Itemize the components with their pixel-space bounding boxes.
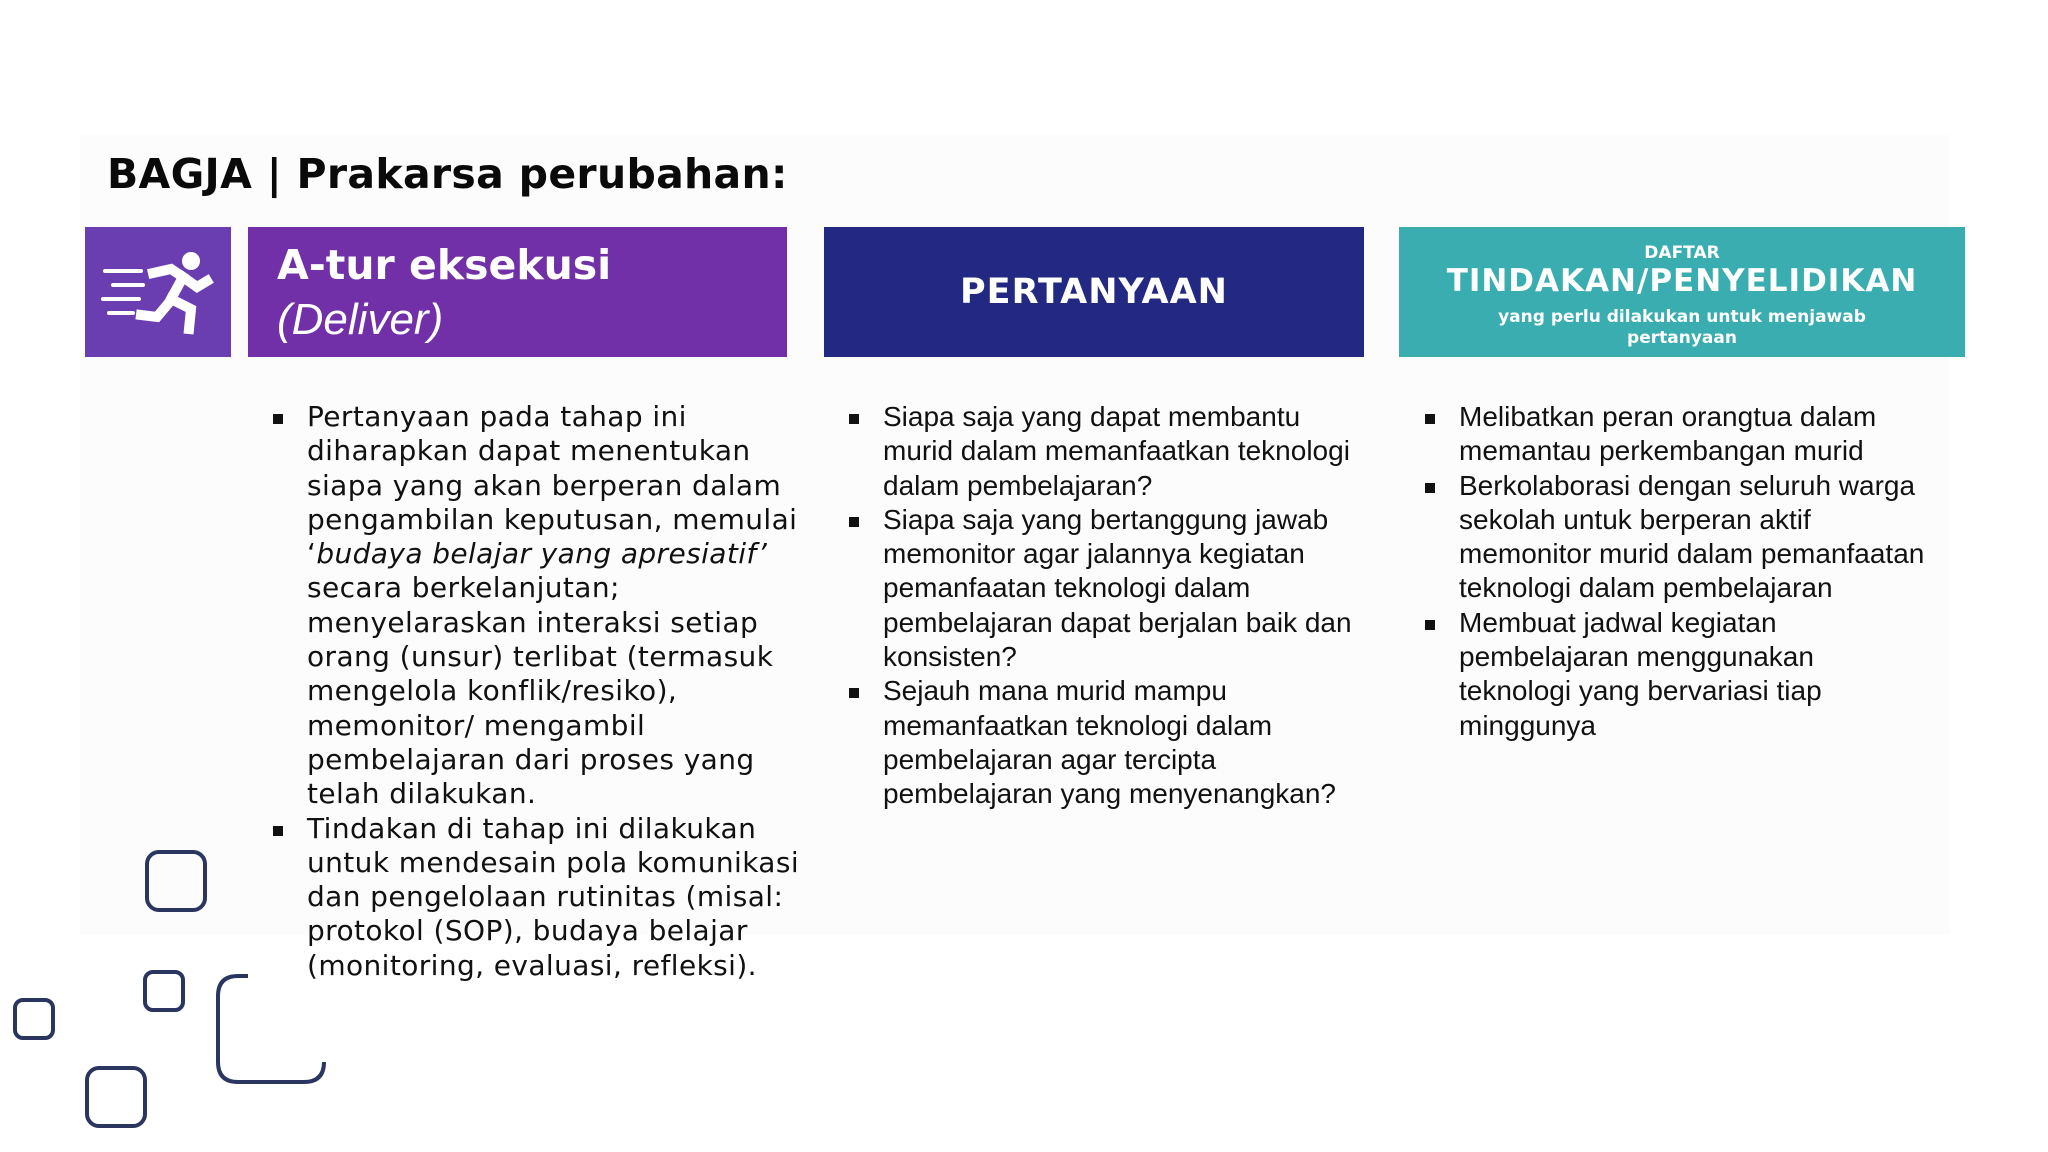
deco-bracket [218,976,324,1082]
list-item-text: Tindakan di tahap ini dilakukan untuk mendesain pola komunikasi dan pengelolaan rutinitas (misal: protokol (SOP), budaya belajar (monitoring, evaluasi, refleksi). [307,811,800,982]
deliver-icon-box [85,227,231,357]
list-item-text: secara berkelanjutan; menyelaraskan interaksi setiap orang (unsur) terlibat (termasuk mengelola konflik/resiko), memonitor/ mengambil pembelajaran dari proses yang telah dilakukan. [307,571,774,811]
deco-square [145,972,183,1010]
list-item: Sejauh mana murid mampu memanfaatkan teknologi dalam pembelajaran agar tercipta pembelajaran yang menyenangkan? [883,674,1363,811]
tindakan-header-small: DAFTAR [1644,243,1720,263]
list-item: Berkolaborasi dengan seluruh warga sekolah untuk berperan aktif memonitor murid dalam pemanfaatan teknologi dalam pembelajaran [1459,469,1929,606]
list-item: Melibatkan peran orangtua dalam memantau perkembangan murid [1459,400,1929,469]
decorative-squares [0,830,340,1152]
pertanyaan-header-title: PERTANYAAN [960,272,1228,312]
running-person-icon [101,247,215,337]
list-item: Siapa saja yang dapat membantu murid dalam memanfaatkan teknologi dalam pembelajaran? [883,400,1363,503]
list-item [307,400,807,812]
deliver-list [307,400,807,983]
deliver-header [248,227,787,357]
deco-square [147,852,205,910]
deco-square [87,1068,145,1126]
list-item-emphasis: budaya belajar yang apresiatif’ [316,537,768,571]
tindakan-header [1399,227,1965,357]
deliver-header-subtitle: (Deliver) [277,295,444,344]
list-item: Siapa saja yang bertanggung jawab memonitor agar jalannya kegiatan pemanfaatan teknologi dalam pembelajaran dapat berjalan baik dan konsisten? [883,503,1363,674]
pertanyaan-header [824,227,1364,357]
pertanyaan-list [883,400,1363,812]
tindakan-list [1459,400,1929,743]
list-item [307,812,807,983]
tindakan-header-title: TINDAKAN/PENYELIDIKAN [1446,263,1918,299]
tindakan-header-description: yang perlu dilakukan untuk menjawab pertanyaan [1498,307,1866,348]
page-title: BAGJA | Prakarsa perubahan: [107,150,788,198]
deco-square [15,1000,53,1038]
deliver-header-title: A-tur eksekusi [277,241,612,289]
list-item: Membuat jadwal kegiatan pembelajaran menggunakan teknologi yang bervariasi tiap minggunya [1459,606,1929,743]
list-item-text: Pertanyaan pada tahap ini diharapkan dapat menentukan siapa yang akan berperan dalam pengambilan keputusan, memulai ‘ [307,400,798,571]
